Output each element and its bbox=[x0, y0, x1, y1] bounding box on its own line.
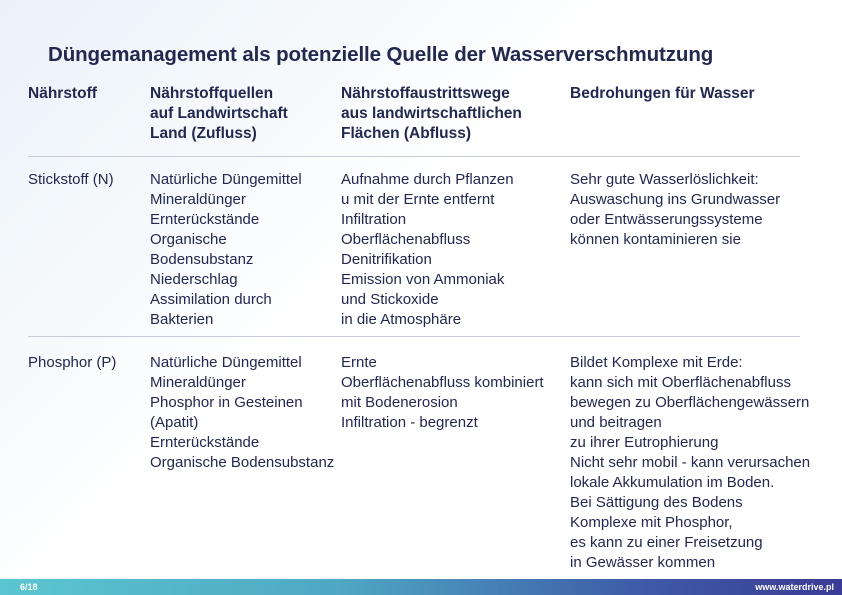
list-item: Phosphor in Gesteinen bbox=[150, 394, 303, 411]
list-item: es kann zu einer Freisetzung bbox=[570, 534, 763, 551]
header-divider bbox=[28, 156, 800, 157]
header-sources bbox=[150, 84, 288, 144]
list-item: Assimilation durch bbox=[150, 291, 272, 308]
list-item: Bei Sättigung des Bodens bbox=[570, 494, 743, 511]
list-item: Oberflächenabfluss bbox=[341, 231, 471, 248]
website-link[interactable]: www.waterdrive.pl bbox=[755, 582, 834, 592]
row-phosphorus-pathways bbox=[341, 353, 544, 433]
row-nitrogen-sources bbox=[150, 170, 302, 330]
list-item: in Gewässer kommen bbox=[570, 554, 716, 571]
list-item: Emission von Ammoniak bbox=[341, 271, 505, 288]
list-item: Natürliche Düngemittel bbox=[150, 171, 302, 188]
list-item: Sehr gute Wasserlöslichkeit: bbox=[570, 171, 759, 188]
list-item: können kontaminieren sie bbox=[570, 231, 741, 248]
list-item: Natürliche Düngemittel bbox=[150, 354, 302, 371]
list-item: Mineraldünger bbox=[150, 374, 246, 391]
header-line: Bedrohungen für Wasser bbox=[570, 85, 755, 102]
list-item: oder Entwässerungssysteme bbox=[570, 211, 763, 228]
row-phosphorus-sources bbox=[150, 353, 334, 473]
list-item: (Apatit) bbox=[150, 414, 199, 431]
header-line: aus landwirtschaftlichen bbox=[341, 105, 522, 122]
list-item: Infiltration bbox=[341, 211, 407, 228]
row-nitrogen-pathways bbox=[341, 170, 514, 330]
list-item: u mit der Ernte entfernt bbox=[341, 191, 495, 208]
row-divider bbox=[28, 336, 800, 337]
list-item: und Stickoxide bbox=[341, 291, 439, 308]
list-item: und beitragen bbox=[570, 414, 662, 431]
header-line: Nährstoff bbox=[28, 85, 97, 102]
row-phosphorus-threats bbox=[570, 353, 810, 573]
header-line: Nährstoffquellen bbox=[150, 85, 274, 102]
header-line: auf Landwirtschaft bbox=[150, 105, 288, 122]
list-item: Auswaschung ins Grundwasser bbox=[570, 191, 781, 208]
header-line: Nährstoffaustrittswege bbox=[341, 85, 510, 102]
list-item: Bodensubstanz bbox=[150, 251, 254, 268]
list-item: kann sich mit Oberflächenabfluss bbox=[570, 374, 791, 391]
header-threats bbox=[570, 84, 755, 104]
list-item: mit Bodenerosion bbox=[341, 394, 458, 411]
header-nutrient bbox=[28, 84, 97, 104]
list-item: Bildet Komplexe mit Erde: bbox=[570, 354, 743, 371]
list-item: Infiltration - begrenzt bbox=[341, 414, 478, 431]
page-number: 6/18 bbox=[20, 582, 38, 592]
header-line: Land (Zufluss) bbox=[150, 125, 257, 142]
list-item: lokale Akkumulation im Boden. bbox=[570, 474, 775, 491]
list-item: Organische Bodensubstanz bbox=[150, 454, 335, 471]
header-pathways bbox=[341, 84, 522, 144]
list-item: bewegen zu Oberflächengewässern bbox=[570, 394, 810, 411]
list-item: in die Atmosphäre bbox=[341, 311, 462, 328]
row-nitrogen-nutrient: Stickstoff (N) bbox=[28, 171, 114, 188]
page-title: Düngemanagement als potenzielle Quelle der Wasserverschmutzung bbox=[48, 43, 714, 66]
row-nitrogen-threats bbox=[570, 170, 780, 250]
list-item: zu ihrer Eutrophierung bbox=[570, 434, 719, 451]
list-item: Komplexe mit Phosphor, bbox=[570, 514, 733, 531]
list-item: Ernterückstände bbox=[150, 434, 260, 451]
list-item: Mineraldünger bbox=[150, 191, 246, 208]
list-item: Niederschlag bbox=[150, 271, 238, 288]
list-item: Ernterückstände bbox=[150, 211, 260, 228]
list-item: Nicht sehr mobil - kann verursachen bbox=[570, 454, 811, 471]
list-item: Aufnahme durch Pflanzen bbox=[341, 171, 514, 188]
list-item: Ernte bbox=[341, 354, 377, 371]
list-item: Organische bbox=[150, 231, 227, 248]
row-phosphorus-nutrient: Phosphor (P) bbox=[28, 354, 117, 371]
list-item: Bakterien bbox=[150, 311, 214, 328]
footer-bar bbox=[0, 579, 842, 595]
header-line: Flächen (Abfluss) bbox=[341, 125, 472, 142]
list-item: Denitrifikation bbox=[341, 251, 432, 268]
list-item: Oberflächenabfluss kombiniert bbox=[341, 374, 544, 391]
